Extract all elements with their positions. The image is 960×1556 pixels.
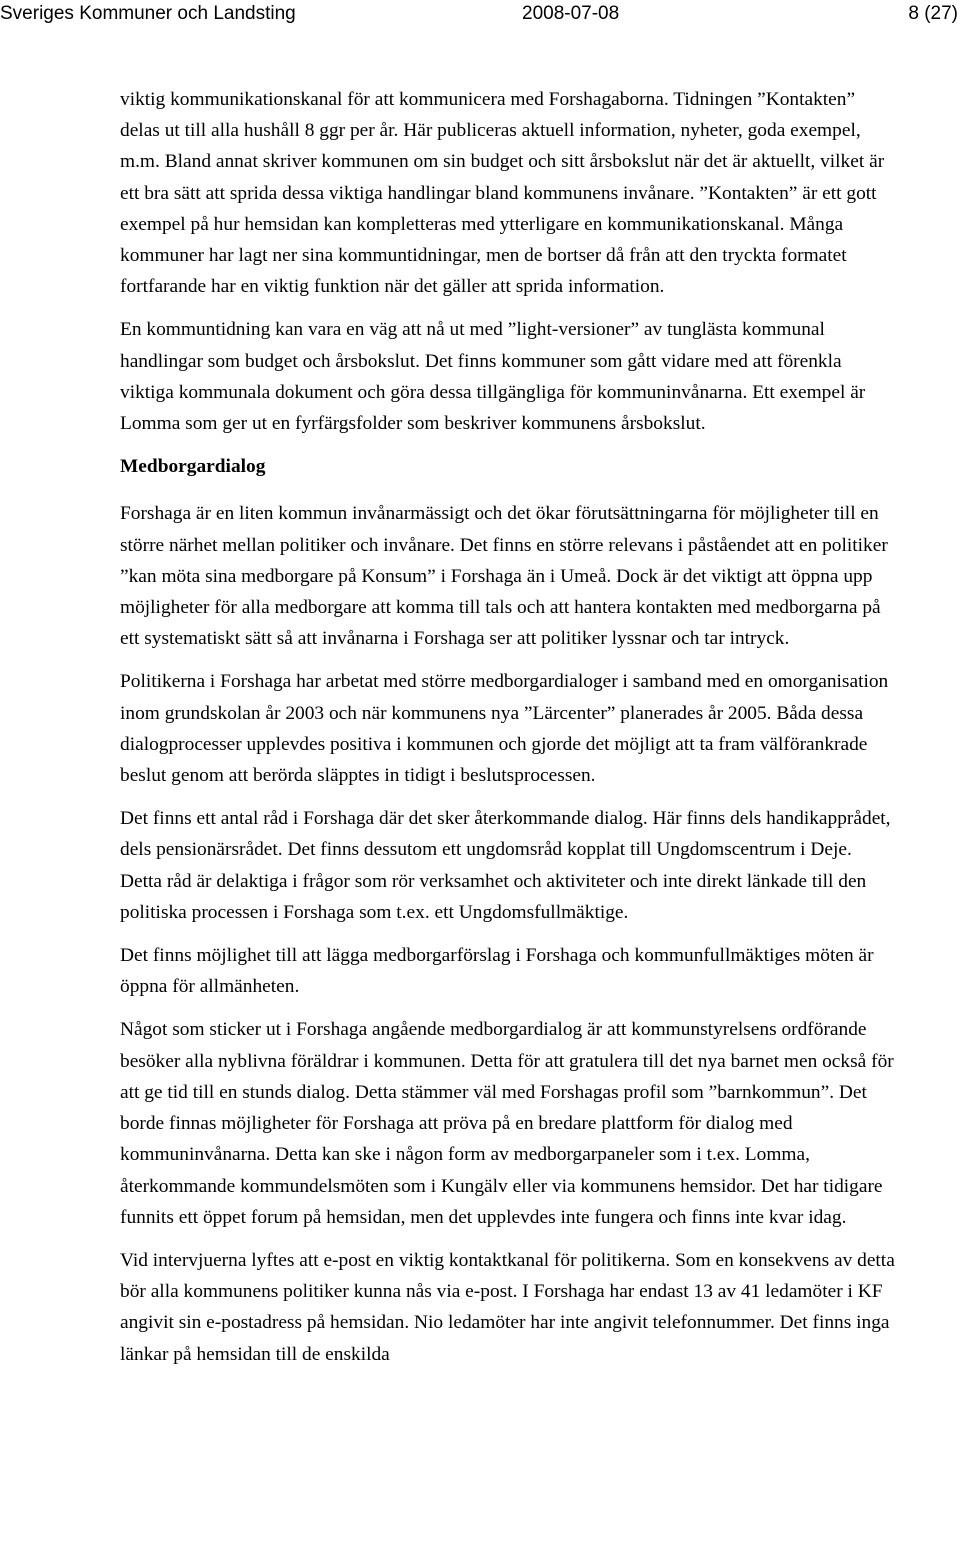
document-body [120,84,896,1382]
header-page-number: 8 (27) [908,3,958,24]
paragraph-kontakten: viktig kommunikationskanal för att kommunicera med Forshagaborna. Tidningen ”Kontakten” delas ut till alla hushåll 8 ggr per år. Här publiceras aktuell information, nyheter, goda exempel, m.m. Bland annat skriver kommunen om sin budget och sitt årsbokslut när det är aktuellt, vilket är ett bra sätt att sprida dessa viktiga handlingar bland kommunens invånare. ”Kontakten” är ett gott exempel på hur hemsidan kan kompletteras med ytterligare en kommunikationskanal. Många kommuner har lagt ner sina kommuntidningar, men de bortser då från att den tryckta formatet fortfarande har en viktig funktion när det gäller att sprida information. [120,89,885,298]
paragraph-medborgarforslag: Det finns möjlighet till att lägga medborgarförslag i Forshaga och kommunfullmäktiges möten är öppna för allmänheten. [120,945,874,998]
paragraph-nyblivna-foraldrar: Något som sticker ut i Forshaga angående medborgardialog är att kommunstyrelsens ordförande besöker alla nyblivna föräldrar i kommunen. Detta för att gratulera till det nya barnet men också för att ge tid till en stunds dialog. Detta stämmer väl med Forshagas profil som ”barnkommun”. Det borde finnas möjligheter för Forshaga att pröva på en bredare plattform för dialog med kommuninvånarna. Detta kan ske i någon form av medborgarpaneler som i t.ex. Lomma, återkommande kommundelsmöten som i Kungälv eller via kommunens hemsidor. Det har tidigare funnits ett öppet forum på hemsidan, men det upplevdes inte fungera och finns inte kvar idag. [120,1019,894,1228]
paragraph-kommuntidning: En kommuntidning kan vara en väg att nå ut med ”light-versioner” av tunglästa kommunal handlingar som budget och årsbokslut. Det finns kommuner som gått vidare med att förenkla viktiga kommunala dokument och göra dessa tillgängliga för kommuninvånarna. Ett exempel är Lomma som ger ut en fyrfärgsfolder som beskriver kommunens årsbokslut. [120,319,866,435]
paragraph-politikerna: Politikerna i Forshaga har arbetat med större medborgardialoger i samband med en omorganisation inom grundskolan år 2003 och när kommunens nya ”Lärcenter” planerades år 2005. Båda dessa dialogprocesser upplevdes positiva i kommunen och gjorde det möjligt att ta fram välförankrade beslut genom att berörda släpptes in tidigt i beslutsprocessen. [120,671,889,787]
paragraph-rad: Det finns ett antal råd i Forshaga där det sker återkommande dialog. Här finns dels handikapprådet, dels pensionärsrådet. Det finns dessutom ett ungdomsråd kopplat till Ungdomscentrum i Deje. Detta råd är delaktiga i frågor som rör verksamhet och aktiviteter och inte direkt länkade till den politiska processen i Forshaga som t.ex. ett Ungdomsfullmäktige. [120,808,891,923]
paragraph-forshaga-liten-kommun: Forshaga är en liten kommun invånarmässigt och det ökar förutsättningarna för möjligheter till en större närhet mellan politiker och invånare. Det finns en större relevans i påståendet att en politiker ”kan möta sina medborgare på Konsum” i Forshaga än i Umeå. Dock är det viktigt att öppna upp möjligheter för alla medborgare att komma till tals och att hantera kontakten med medborgarna på ett systematiskt sätt så att invånarna i Forshaga ser att politiker lyssnar och tar intryck. [120,503,888,650]
header-date: 2008-07-08 [522,3,620,24]
header-organization: Sveriges Kommuner och Landsting [0,3,296,24]
page-header [0,0,960,30]
paragraph-e-post: Vid intervjuerna lyftes att e-post en viktig kontaktkanal för politikerna. Som en konsekvens av detta bör alla kommunens politiker kunna nås via e-post. I Forshaga har endast 13 av 41 ledamöter i KF angivit sin e-postadress på hemsidan. Nio ledamöter har inte angivit telefonnummer. Det finns inga länkar på hemsidan till de enskilda [120,1249,895,1365]
section-heading-medborgardialog: Medborgardialog [120,456,266,478]
